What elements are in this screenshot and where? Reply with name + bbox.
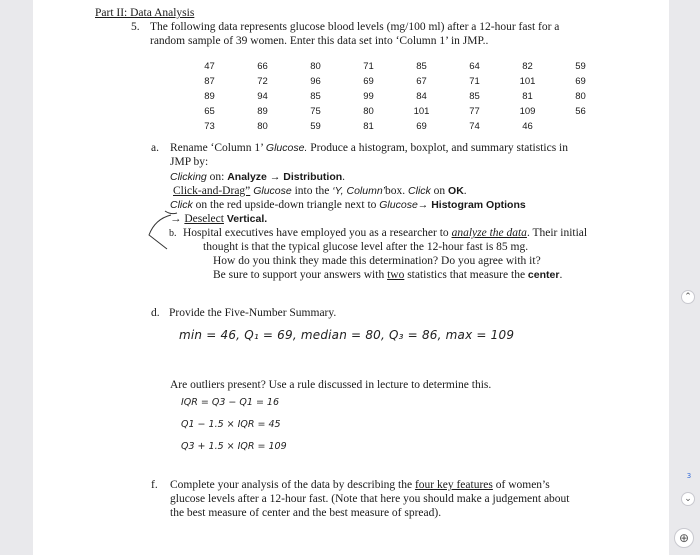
table-cell: 85 (469, 91, 480, 102)
table-cell: 69 (575, 76, 586, 87)
five-number-summary-answer: min = 46, Q₁ = 69, median = 80, Q₃ = 86, max = 109 (179, 328, 515, 342)
zoom-in-icon[interactable]: ⊕ (674, 528, 694, 548)
part-f-four-key-features: four key features (414, 479, 493, 491)
table-cell: 71 (469, 76, 480, 87)
lower-fence-calculation: Q1 − 1.5 × IQR = 45 (181, 419, 281, 430)
table-cell: 59 (310, 121, 321, 132)
section-heading: Part II: Data Analysis (95, 7, 195, 19)
table-cell: 89 (257, 106, 268, 117)
table-row (183, 104, 607, 119)
table-cell: 74 (469, 121, 480, 132)
step-2-end: . (463, 185, 467, 197)
step-2-ok: OK (448, 185, 464, 197)
step-2-click-drag: Click-and-Drag” (173, 185, 251, 197)
table-cell: 82 (522, 61, 533, 72)
table-cell: 65 (204, 106, 215, 117)
part-b-center: center (527, 269, 560, 281)
part-d-text: Provide the Five-Number Summary. (169, 307, 337, 319)
table-cell: 69 (363, 76, 374, 87)
step-3-click: Click (170, 199, 193, 211)
part-a-step-2 (173, 184, 467, 198)
table-cell: 96 (310, 76, 321, 87)
table-cell: 109 (519, 106, 536, 117)
step-1-on: on: (206, 171, 228, 183)
table-row (183, 119, 607, 134)
table-cell: 81 (522, 91, 533, 102)
table-cell: 71 (363, 61, 374, 72)
part-b-line-1 (183, 226, 587, 240)
page-number-indicator: 3 (686, 472, 692, 480)
part-a-line-1 (170, 141, 568, 155)
table-cell: 101 (413, 106, 430, 117)
table-cell: 87 (204, 76, 215, 87)
part-b-analyze: analyze the data (451, 227, 527, 239)
table-cell: 46 (522, 121, 533, 132)
part-b-letter: b. (169, 228, 177, 239)
part-f-line-1-post: of women’s (492, 479, 550, 491)
chevron-down-icon[interactable]: ⌄ (681, 492, 695, 506)
part-d-letter: d. (151, 307, 160, 319)
question-text-line-1: The following data represents glucose blood levels (mg/100 ml) after a 12-hour fast for a (150, 21, 560, 33)
table-cell: 66 (257, 61, 268, 72)
step-4-vertical: Vertical. (223, 213, 268, 225)
part-a-line-1-post: Produce a histogram, boxplot, and summary statistics in (307, 142, 568, 154)
outliers-question: Are outliers present? Use a rule discussed in lecture to determine this. (170, 379, 492, 391)
step-2-y-column: ‘Y, Column’ (332, 185, 386, 197)
part-b-line-4-mid: statistics that measure the (404, 269, 528, 281)
table-cell (554, 119, 607, 134)
table-cell: 80 (575, 91, 586, 102)
glucose-data-table (183, 59, 607, 134)
iqr-calculation: IQR = Q3 − Q1 = 16 (181, 397, 280, 408)
step-1-clicking: Clicking (170, 171, 207, 183)
table-cell: 73 (204, 121, 215, 132)
step-2-box: box. (385, 185, 409, 197)
part-a-letter: a. (151, 142, 159, 154)
table-cell: 99 (363, 91, 374, 102)
table-cell: 59 (575, 61, 586, 72)
part-f-line-3: the best measure of center and the best measure of spread). (170, 507, 442, 519)
table-cell: 67 (416, 76, 427, 87)
part-a-line-1-pre: Rename ‘Column 1’ (170, 142, 266, 154)
step-1-end: . (342, 171, 346, 183)
part-b-line-1-post: . Their initial (526, 227, 588, 239)
step-3-glucose: Glucose (379, 199, 418, 211)
table-cell: 80 (257, 121, 268, 132)
table-row (183, 74, 607, 89)
table-row (183, 59, 607, 74)
part-b-line-3: How do you think they made this determination? Do you agree with it? (213, 255, 541, 267)
part-b-line-1-pre: Hospital executives have employed you as a researcher to (183, 227, 452, 239)
part-a-glucose: Glucose. (265, 142, 308, 154)
table-row (183, 89, 607, 104)
table-cell: 72 (257, 76, 268, 87)
table-cell: 77 (469, 106, 480, 117)
table-cell: 75 (310, 106, 321, 117)
question-text-line-2: random sample of 39 women. Enter this data set into ‘Column 1’ in JMP.. (150, 35, 489, 47)
step-3-text: on the red upside-down triangle next to (192, 199, 380, 211)
table-cell: 80 (310, 61, 321, 72)
step-2-click: Click (408, 185, 431, 197)
part-b-line-4-end: . (559, 269, 563, 281)
table-cell: 89 (204, 91, 215, 102)
step-4-arrow: → (170, 213, 185, 225)
table-cell: 47 (204, 61, 215, 72)
part-b-two: two (387, 269, 405, 281)
part-a-line-2: JMP by: (170, 156, 209, 168)
table-cell: 80 (363, 106, 374, 117)
table-cell: 69 (416, 121, 427, 132)
part-a-step-3 (170, 198, 526, 212)
handwritten-bracket-mark (143, 205, 183, 255)
part-b-line-4 (213, 268, 562, 282)
part-f-line-1-pre: Complete your analysis of the data by describing the (170, 479, 415, 491)
step-2-into: into the (291, 185, 333, 197)
part-f-letter: f. (151, 479, 158, 491)
part-f-line-1 (170, 478, 550, 492)
part-f-line-2: glucose levels after a 12-hour fast. (Note that here you should make a judgement about (170, 493, 570, 505)
table-cell: 56 (575, 106, 586, 117)
table-cell: 81 (363, 121, 374, 132)
table-cell: 94 (257, 91, 268, 102)
upper-fence-calculation: Q3 + 1.5 × IQR = 109 (181, 441, 287, 452)
chevron-up-icon[interactable]: ⌃ (681, 290, 695, 304)
step-3-histogram-options: → Histogram Options (417, 199, 526, 211)
step-4-deselect: Deselect (184, 213, 224, 225)
document-page (33, 0, 669, 555)
step-2-glucose: Glucose (250, 185, 292, 197)
table-cell: 101 (519, 76, 536, 87)
table-cell: 84 (416, 91, 427, 102)
step-1-menu-path: Analyze → Distribution (227, 171, 343, 183)
table-cell: 85 (416, 61, 427, 72)
question-number: 5. (131, 21, 140, 33)
part-a-step-4 (170, 212, 267, 226)
step-2-on: on (430, 185, 449, 197)
table-cell: 64 (469, 61, 480, 72)
part-a-step-1 (170, 170, 345, 184)
table-cell: 85 (310, 91, 321, 102)
part-b-line-4-pre: Be sure to support your answers with (213, 269, 388, 281)
part-b-line-2: thought is that the typical glucose level after the 12-hour fast is 85 mg. (203, 241, 529, 253)
